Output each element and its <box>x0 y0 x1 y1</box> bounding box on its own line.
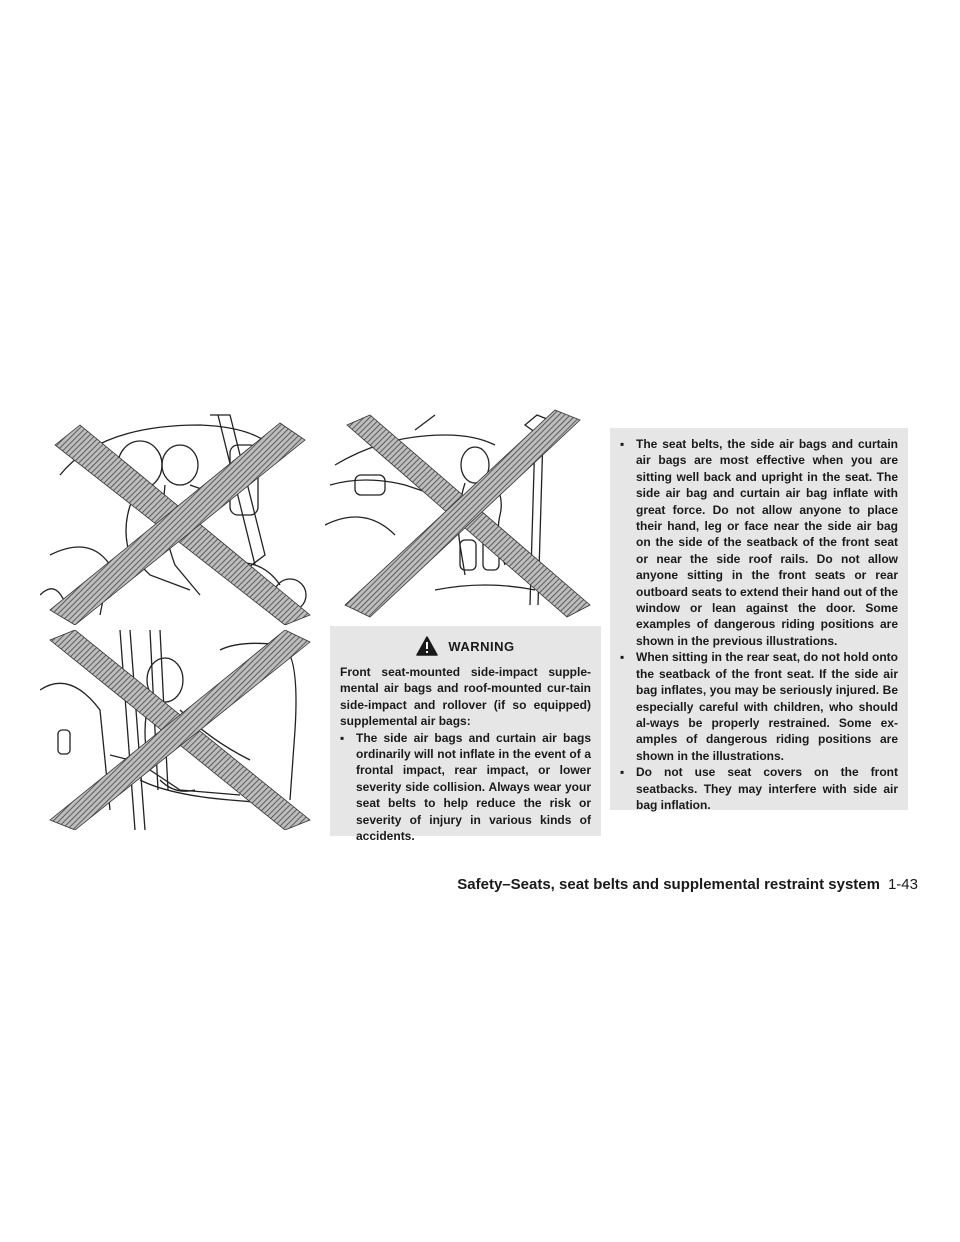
bullet-glyph: ▪ <box>340 730 345 745</box>
crossed-out-child-near-dashboard-icon <box>325 405 601 620</box>
warning-title: WARNING <box>448 638 515 654</box>
bullet-glyph: ▪ <box>620 437 625 451</box>
crossed-out-rear-seat-passenger-icon <box>40 630 320 830</box>
bullet-glyph: ▪ <box>620 765 625 780</box>
bullet-glyph: ▪ <box>620 650 625 665</box>
page-footer <box>420 876 918 893</box>
warning-bullet-text: The side air bags and curtain air bags ordinarily will not inflate in the event of a frontal impact, rear impact, or lower severity side collision. Always wear your seat belts to help reduce the risk or severity of injury in various kinds of accidents. <box>356 730 591 844</box>
warning-bullet-list <box>340 730 591 845</box>
illustration-leaning-door <box>40 405 320 625</box>
continued-bullet-text: When sitting in the rear seat, do not hold onto the seatback of the front seat. If the side air bag inflates, you may be seriously injured. Be especially careful with children, who should al-ways be properly restrained. Some ex-amples of dangerous riding positions are shown in the illustrations. <box>636 650 898 763</box>
crossed-out-leaning-on-door-icon <box>40 405 320 625</box>
warning-intro: Front seat-mounted side-impact supple-mental air bags and roof-mounted cur-tain side-impact and rollover (if so equipped) supplemental air bags: <box>340 665 591 729</box>
footer-section-title: Safety–Seats, seat belts and supplemental restraint system <box>457 876 880 893</box>
continued-bullet-text: The seat belts, the side air bags and curtain air bags are most effective when you are sitting well back and upright in the seat. The side air bag and curtain air bag inflate with great force. Do not allow anyone to place their hand, leg or face near the side air bag on the side of the seatback of the front seat or near the side roof rails. Do not allow anyone sitting in the front seats or rear outboard seats to extend their hand out of the window or lean against the door. Some examples of dangerous riding positions are shown in the previous illustrations. <box>636 437 899 648</box>
page-number: 1-43 <box>887 876 918 893</box>
illustration-rear-seat <box>40 630 320 830</box>
warning-continued-box <box>610 428 908 810</box>
warning-bullet <box>340 730 591 845</box>
continued-bullet-text: Do not use seat covers on the front seatbacks. They may interfere with side air bag inflation. <box>636 765 898 812</box>
continued-bullet <box>620 649 898 764</box>
continued-bullet <box>620 764 898 813</box>
warning-heading <box>340 636 591 656</box>
continued-bullet <box>620 436 898 649</box>
warning-box <box>330 626 601 844</box>
continued-bullet-list <box>620 436 898 813</box>
warning-triangle-icon <box>416 636 438 656</box>
illustration-child-dashboard <box>325 405 601 620</box>
